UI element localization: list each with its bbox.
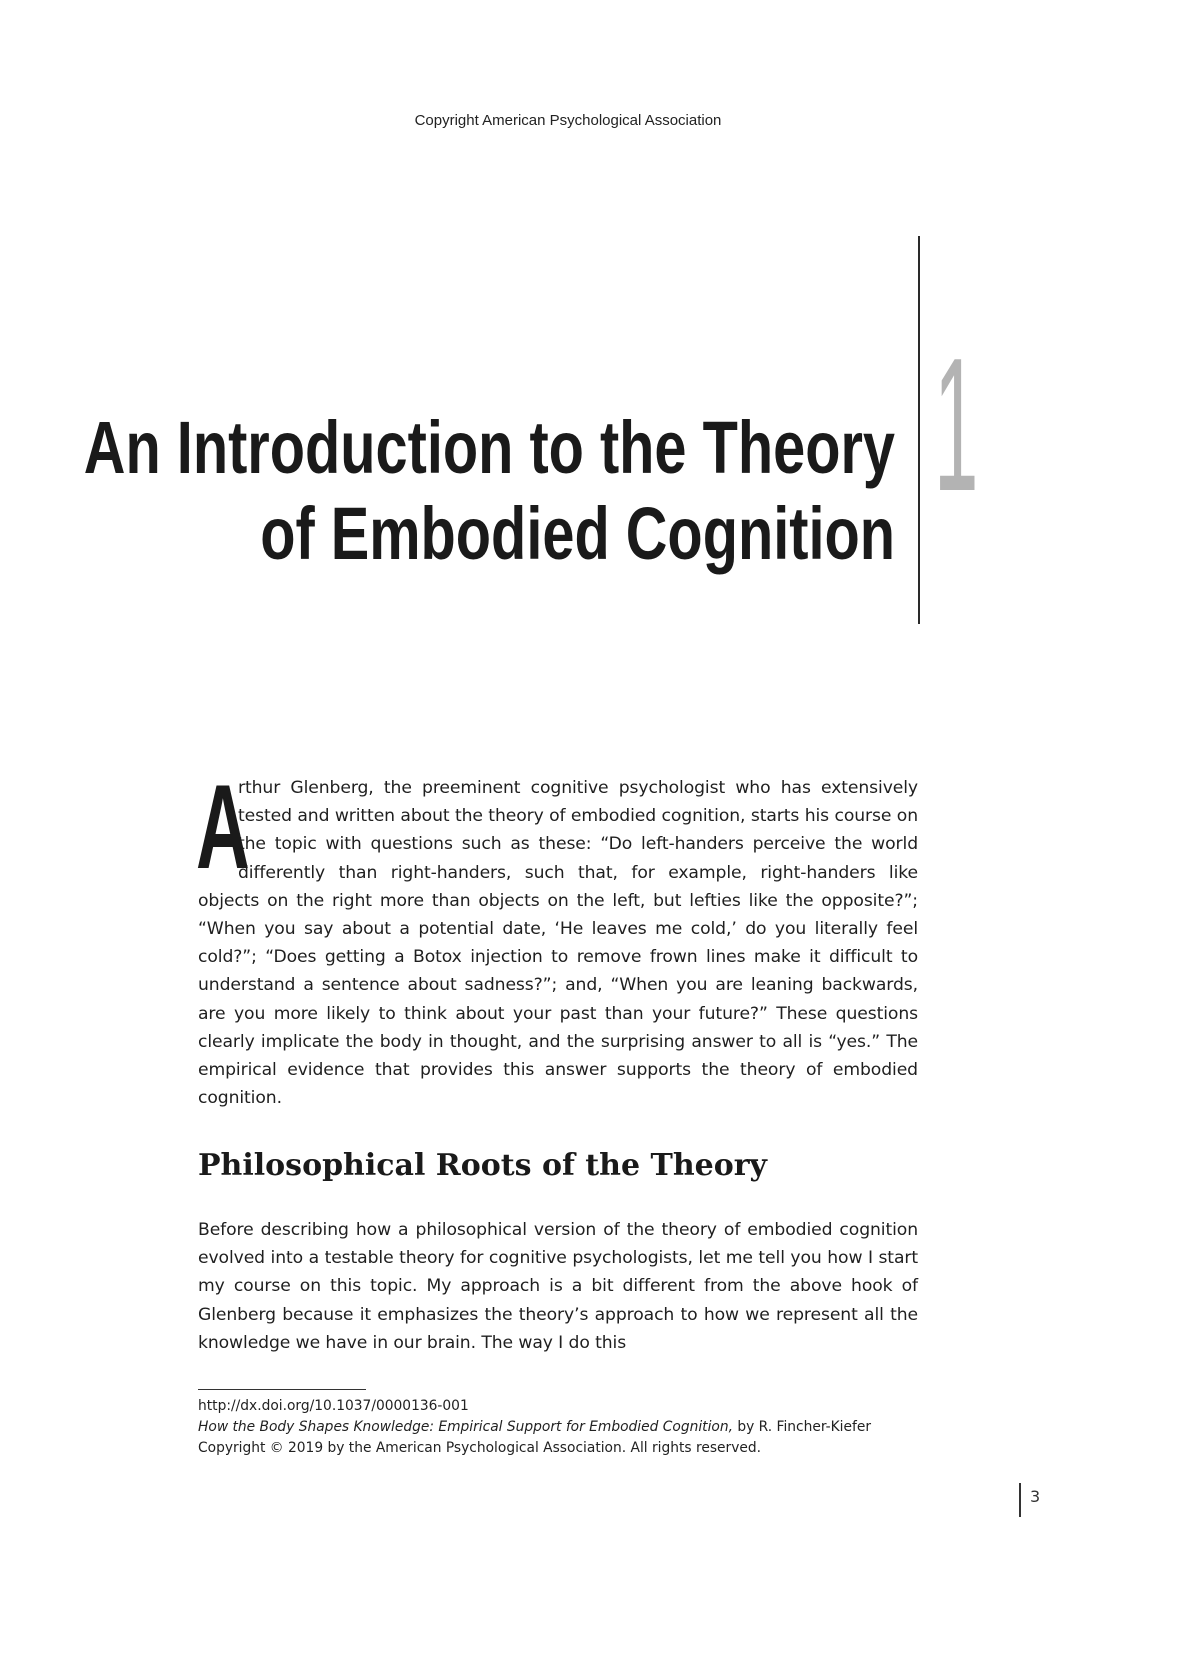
chapter-title xyxy=(84,405,895,577)
copyright-header: Copyright American Psychological Association xyxy=(414,112,722,129)
footnote-author: by R. Fincher-Kiefer xyxy=(732,1419,872,1435)
footnote-divider xyxy=(198,1389,366,1390)
chapter-number: 1 xyxy=(934,319,979,531)
section-paragraph xyxy=(198,1216,918,1357)
page-number-divider xyxy=(1019,1483,1021,1517)
footnote-copyright: Copyright © 2019 by the American Psychological Association. All rights reserved. xyxy=(198,1440,761,1456)
page-number: 3 xyxy=(1030,1487,1041,1506)
section-heading: Philosophical Roots of the Theory xyxy=(198,1148,767,1183)
intro-text: rthur Glenberg, the preeminent cognitive psychologist who has extensively tested and written about the theory of embodied cognition, starts his course on the topic with questions such as these: “Do left-handers perceive the world differently than right-handers, such that, for example, right-handers like objects on the right more than objects on the left, but lefties like the opposite?”; “When you say about a potential date, ‘He leaves me cold,’ do you literally feel cold?”; “Does getting a Botox injection to remove frown lines make it difficult to understand a sentence about sadness?”; and, “When you are leaning backwards, are you more likely to think about your past than your future?” These questions clearly implicate the body in thought, and the surprising answer to all is “yes.” The empirical evidence that provides this answer supports the theory of embodied cognition. xyxy=(198,778,918,1109)
footnote-citation xyxy=(198,1417,871,1438)
drop-cap: A xyxy=(196,760,250,894)
footnote-book-title: How the Body Shapes Knowledge: Empirical Support for Embodied Cognition, xyxy=(198,1419,733,1435)
intro-paragraph xyxy=(196,760,918,1112)
chapter-divider xyxy=(918,236,920,624)
footnote-doi-link[interactable]: http://dx.doi.org/10.1037/0000136-001 xyxy=(198,1398,469,1414)
footnote xyxy=(198,1396,871,1459)
section-text: Before describing how a philosophical version of the theory of embodied cognition evolved into a testable theory for cognitive psychologists, let me tell you how I start my course on this topic. My approach is a bit different from the above hook of Glenberg because it emphasizes the theory’s approach to how we represent all the knowledge we have in our brain. The way I do this xyxy=(198,1220,918,1353)
chapter-title-line-1: An Introduction to the Theory xyxy=(83,405,895,489)
chapter-title-line-2: of Embodied Cognition xyxy=(260,491,895,575)
